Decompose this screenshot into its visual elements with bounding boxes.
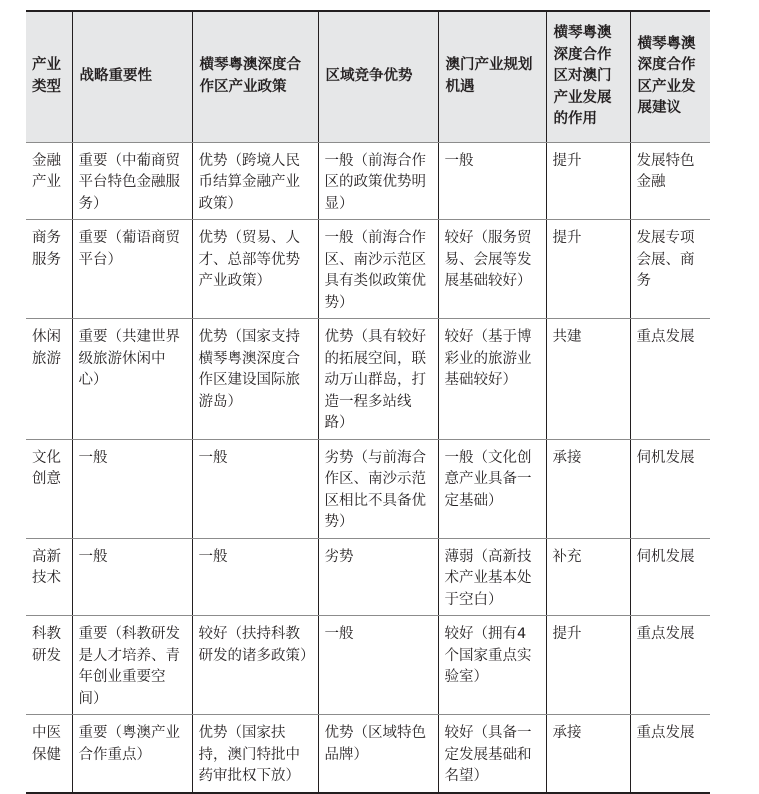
cell-regional-advantage: 一般 bbox=[318, 616, 438, 715]
cell-macau-opportunity: 较好（具备一定发展基础和名望） bbox=[438, 715, 546, 793]
cell-role-for-macau: 承接 bbox=[546, 715, 630, 793]
cell-hengqin-policy: 优势（国家扶持，澳门特批中药审批权下放） bbox=[192, 715, 318, 793]
header-strategic-importance: 战略重要性 bbox=[72, 11, 192, 142]
cell-industry-type: 高新技术 bbox=[26, 538, 72, 616]
cell-development-suggestion: 伺机发展 bbox=[630, 439, 710, 538]
cell-strategic-importance: 重要（共建世界级旅游休闲中心） bbox=[72, 319, 192, 440]
cell-hengqin-policy: 较好（扶持科教研发的诸多政策） bbox=[192, 616, 318, 715]
cell-regional-advantage: 优势（区域特色品牌） bbox=[318, 715, 438, 793]
table-row bbox=[26, 319, 710, 440]
cell-industry-type: 文化创意 bbox=[26, 439, 72, 538]
cell-role-for-macau: 补充 bbox=[546, 538, 630, 616]
cell-role-for-macau: 承接 bbox=[546, 439, 630, 538]
cell-hengqin-policy: 一般 bbox=[192, 439, 318, 538]
cell-industry-type: 休闲旅游 bbox=[26, 319, 72, 440]
cell-macau-opportunity: 较好（基于博彩业的旅游业基础较好） bbox=[438, 319, 546, 440]
cell-macau-opportunity: 较好（拥有4个国家重点实验室） bbox=[438, 616, 546, 715]
cell-macau-opportunity: 一般 bbox=[438, 142, 546, 220]
header-hengqin-policy: 横琴粤澳深度合作区产业政策 bbox=[192, 11, 318, 142]
cell-macau-opportunity: 一般（文化创意产业具备一定基础） bbox=[438, 439, 546, 538]
table-row bbox=[26, 220, 710, 319]
cell-macau-opportunity: 较好（服务贸易、会展等发展基础较好） bbox=[438, 220, 546, 319]
cell-role-for-macau: 共建 bbox=[546, 319, 630, 440]
cell-strategic-importance: 一般 bbox=[72, 538, 192, 616]
cell-strategic-importance: 一般 bbox=[72, 439, 192, 538]
cell-strategic-importance: 重要（中葡商贸平台特色金融服务） bbox=[72, 142, 192, 220]
cell-regional-advantage: 劣势 bbox=[318, 538, 438, 616]
table-row bbox=[26, 142, 710, 220]
table-row bbox=[26, 538, 710, 616]
cell-regional-advantage: 优势（具有较好的拓展空间，联动万山群岛，打造一程多站线路） bbox=[318, 319, 438, 440]
cell-development-suggestion: 重点发展 bbox=[630, 616, 710, 715]
cell-development-suggestion: 重点发展 bbox=[630, 715, 710, 793]
header-macau-opportunity: 澳门产业规划机遇 bbox=[438, 11, 546, 142]
table-row bbox=[26, 616, 710, 715]
cell-role-for-macau: 提升 bbox=[546, 142, 630, 220]
cell-development-suggestion: 重点发展 bbox=[630, 319, 710, 440]
cell-hengqin-policy: 优势（贸易、人才、总部等优势产业政策） bbox=[192, 220, 318, 319]
header-industry-type: 产业类型 bbox=[26, 11, 72, 142]
cell-regional-advantage: 劣势（与前海合作区、南沙示范区相比不具备优势） bbox=[318, 439, 438, 538]
cell-industry-type: 商务服务 bbox=[26, 220, 72, 319]
cell-development-suggestion: 伺机发展 bbox=[630, 538, 710, 616]
cell-hengqin-policy: 优势（跨境人民币结算金融产业政策） bbox=[192, 142, 318, 220]
cell-role-for-macau: 提升 bbox=[546, 616, 630, 715]
cell-hengqin-policy: 一般 bbox=[192, 538, 318, 616]
cell-strategic-importance: 重要（粤澳产业合作重点） bbox=[72, 715, 192, 793]
cell-industry-type: 中医保健 bbox=[26, 715, 72, 793]
cell-macau-opportunity: 薄弱（高新技术产业基本处于空白） bbox=[438, 538, 546, 616]
cell-industry-type: 科教研发 bbox=[26, 616, 72, 715]
cell-role-for-macau: 提升 bbox=[546, 220, 630, 319]
industry-comparison-table bbox=[26, 10, 710, 794]
table-row bbox=[26, 715, 710, 793]
cell-regional-advantage: 一般（前海合作区的政策优势明显） bbox=[318, 142, 438, 220]
cell-strategic-importance: 重要（科教研发是人才培养、青年创业重要空间） bbox=[72, 616, 192, 715]
header-row bbox=[26, 11, 710, 142]
cell-regional-advantage: 一般（前海合作区、南沙示范区具有类似政策优势） bbox=[318, 220, 438, 319]
cell-strategic-importance: 重要（葡语商贸平台） bbox=[72, 220, 192, 319]
cell-development-suggestion: 发展特色金融 bbox=[630, 142, 710, 220]
header-regional-advantage: 区域竞争优势 bbox=[318, 11, 438, 142]
cell-industry-type: 金融产业 bbox=[26, 142, 72, 220]
cell-hengqin-policy: 优势（国家支持横琴粤澳深度合作区建设国际旅游岛） bbox=[192, 319, 318, 440]
table-row bbox=[26, 439, 710, 538]
header-role-for-macau: 横琴粤澳深度合作区对澳门产业发展的作用 bbox=[546, 11, 630, 142]
cell-development-suggestion: 发展专项会展、商务 bbox=[630, 220, 710, 319]
header-development-suggestion: 横琴粤澳深度合作区产业发展建议 bbox=[630, 11, 710, 142]
